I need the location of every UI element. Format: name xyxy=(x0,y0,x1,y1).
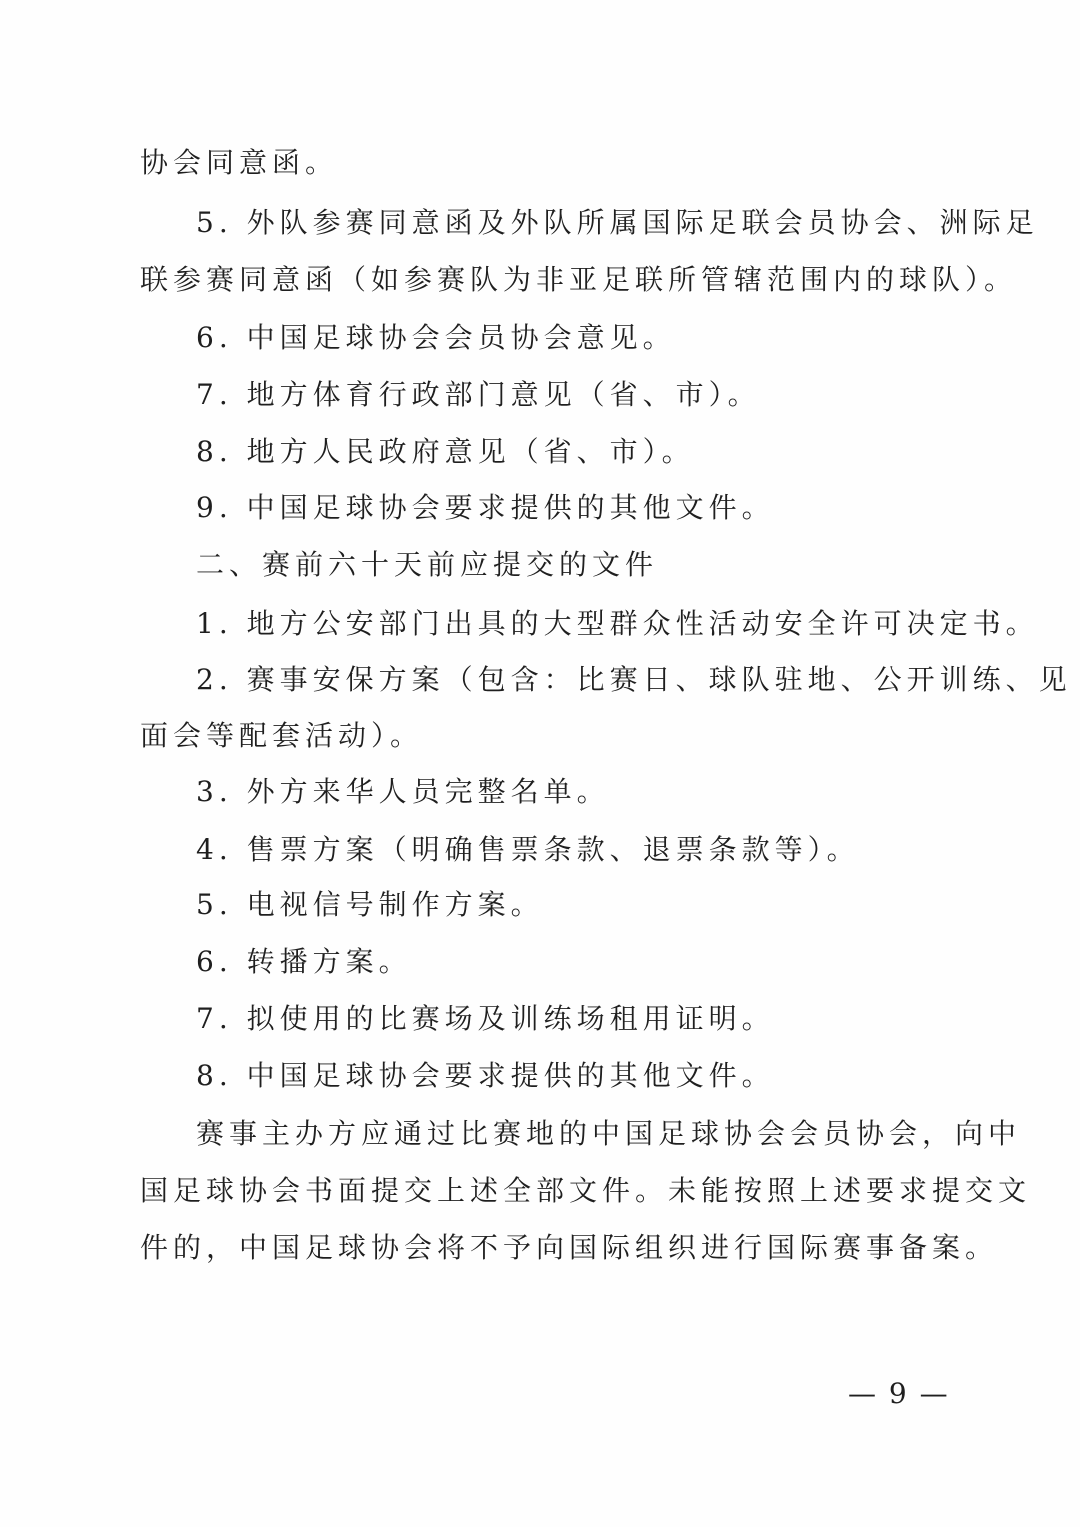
text-line: 7. 地方体育行政部门意见（省、市）。 xyxy=(196,378,761,411)
text-line: 国足球协会书面提交上述全部文件。未能按照上述要求提交文 xyxy=(140,1174,1032,1207)
text-line: 4. 售票方案（明确售票条款、退票条款等）。 xyxy=(196,833,860,866)
text-line: 2. 赛事安保方案（包含：比赛日、球队驻地、公开训练、见 xyxy=(196,663,1072,696)
text-line: 面会等配套活动）。 xyxy=(140,719,424,752)
text-line: 协会同意函。 xyxy=(140,146,339,179)
section-heading: 二、赛前六十天前应提交的文件 xyxy=(196,548,659,581)
text-line: 6. 中国足球协会会员协会意见。 xyxy=(196,321,676,354)
text-line: 5. 电视信号制作方案。 xyxy=(196,888,544,921)
text-line: 3. 外方来华人员完整名单。 xyxy=(196,775,610,808)
text-line: 5. 外队参赛同意函及外队所属国际足联会员协会、洲际足 xyxy=(196,206,1039,239)
text-line: 9. 中国足球协会要求提供的其他文件。 xyxy=(196,491,775,524)
text-line: 8. 中国足球协会要求提供的其他文件。 xyxy=(196,1059,775,1092)
text-line: 赛事主办方应通过比赛地的中国足球协会会员协会，向中 xyxy=(196,1117,1022,1150)
page-number: — 9 — xyxy=(848,1377,950,1410)
text-line: 8. 地方人民政府意见（省、市）。 xyxy=(196,435,695,468)
text-line: 6. 转播方案。 xyxy=(196,945,412,978)
text-line: 1. 地方公安部门出具的大型群众性活动安全许可决定书。 xyxy=(196,607,1039,640)
text-line: 7. 拟使用的比赛场及训练场租用证明。 xyxy=(196,1002,775,1035)
text-line: 联参赛同意函（如参赛队为非亚足联所管辖范围内的球队）。 xyxy=(140,263,1018,296)
text-line: 件的，中国足球协会将不予向国际组织进行国际赛事备案。 xyxy=(140,1231,999,1264)
